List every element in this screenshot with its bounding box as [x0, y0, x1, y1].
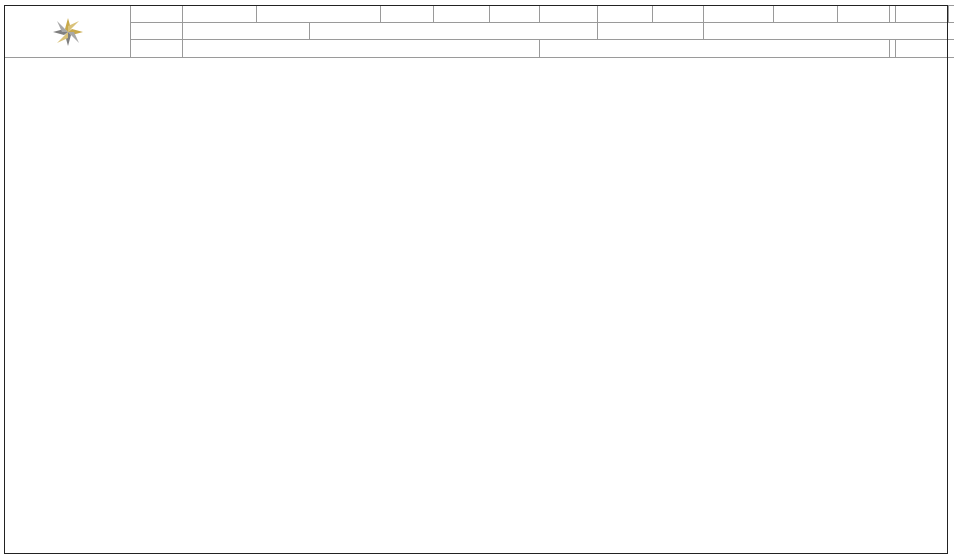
averages-heading [896, 40, 954, 58]
cell [704, 6, 774, 23]
day-shift-heading [183, 40, 540, 58]
cell [598, 6, 653, 23]
cell [774, 6, 838, 23]
cell [381, 6, 434, 23]
cell [131, 23, 183, 40]
star-emblem-icon [50, 17, 86, 47]
cell [434, 6, 490, 23]
logo-cell [5, 6, 131, 58]
cell [490, 6, 540, 23]
night-shift-heading [540, 40, 890, 58]
cell [838, 6, 890, 23]
cell [896, 6, 949, 23]
cell [949, 6, 954, 23]
cell [131, 6, 183, 23]
ns-operator-label [598, 23, 704, 40]
date-value[interactable] [257, 6, 381, 23]
ds-operator-label [183, 23, 310, 40]
shift-log-table [4, 5, 954, 58]
ds-operator-field[interactable] [310, 23, 598, 40]
date-label [183, 6, 257, 23]
cell [540, 6, 598, 23]
northern-star-logo [6, 6, 129, 57]
shift-log-sheet [4, 5, 948, 554]
cell [131, 40, 183, 58]
cell [653, 6, 704, 23]
ns-operator-field[interactable] [704, 23, 954, 40]
